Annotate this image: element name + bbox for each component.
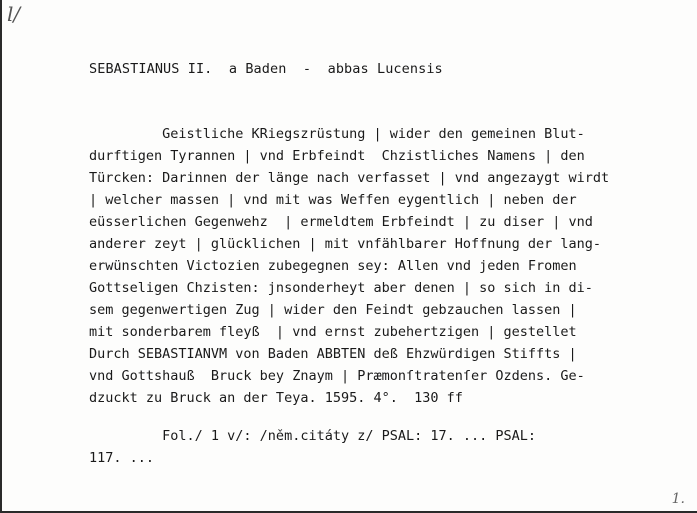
folio-note-line: Fol./ 1 v/: /něm.citáty z/ PSAL: 17. ... PSAL: (89, 428, 537, 444)
description-line: | welcher massen | vnd mit was Weffen eygentlich | neben der (89, 192, 577, 208)
description-line: anderer zeyt | glücklichen | mit vnfählbarer Hoffnung der lang- (89, 236, 602, 252)
description-line: mit sonderbarem fleyß | vnd ernst zubehertzigen | gestellet (89, 324, 577, 340)
description-line: durftigen Tyrannen | vnd Erbfeindt Chzistliches Namens | den (89, 148, 585, 164)
folio-note (89, 425, 669, 469)
description-line: Geistliche KRiegszrüstung | wider den gemeinen Blut- (89, 126, 585, 142)
folio-note-line: 117. ... (89, 450, 155, 466)
description-line: Gottseligen Chzisten: jnsonderheyt aber denen | so sich in di- (89, 280, 593, 296)
description-line: Türcken: Darinnen der länge nach verfasset | vnd angezaygt wirdt (89, 170, 610, 186)
page-number: 1. (671, 491, 685, 507)
description-line: sem gegenwertigen Zug | wider den Feindt gebzauchen lassen | (89, 302, 577, 318)
description-line: Durch SEBASTIANVM von Baden ABBTEN deß Ehzwürdigen Stiffts | (89, 346, 577, 362)
card-heading: SEBASTIANUS II. a Baden - abbas Lucensis (89, 61, 443, 77)
corner-handwritten-mark: l/ (7, 2, 21, 26)
description-line: vnd Gottshauß Bruck bey Znaym | Præmonſtratenſer Ozdens. Ge- (89, 368, 585, 384)
description-line: dzuckt zu Bruck an der Teya. 1595. 4°. 130 ff (89, 390, 463, 406)
title-description (89, 123, 669, 409)
description-line: eüsserlichen Gegenwehz | ermeldtem Erbfeindt | zu diser | vnd (89, 214, 593, 230)
description-line: erwünschten Victozien zubegegnen sey: Allen vnd jeden Fromen (89, 258, 577, 274)
